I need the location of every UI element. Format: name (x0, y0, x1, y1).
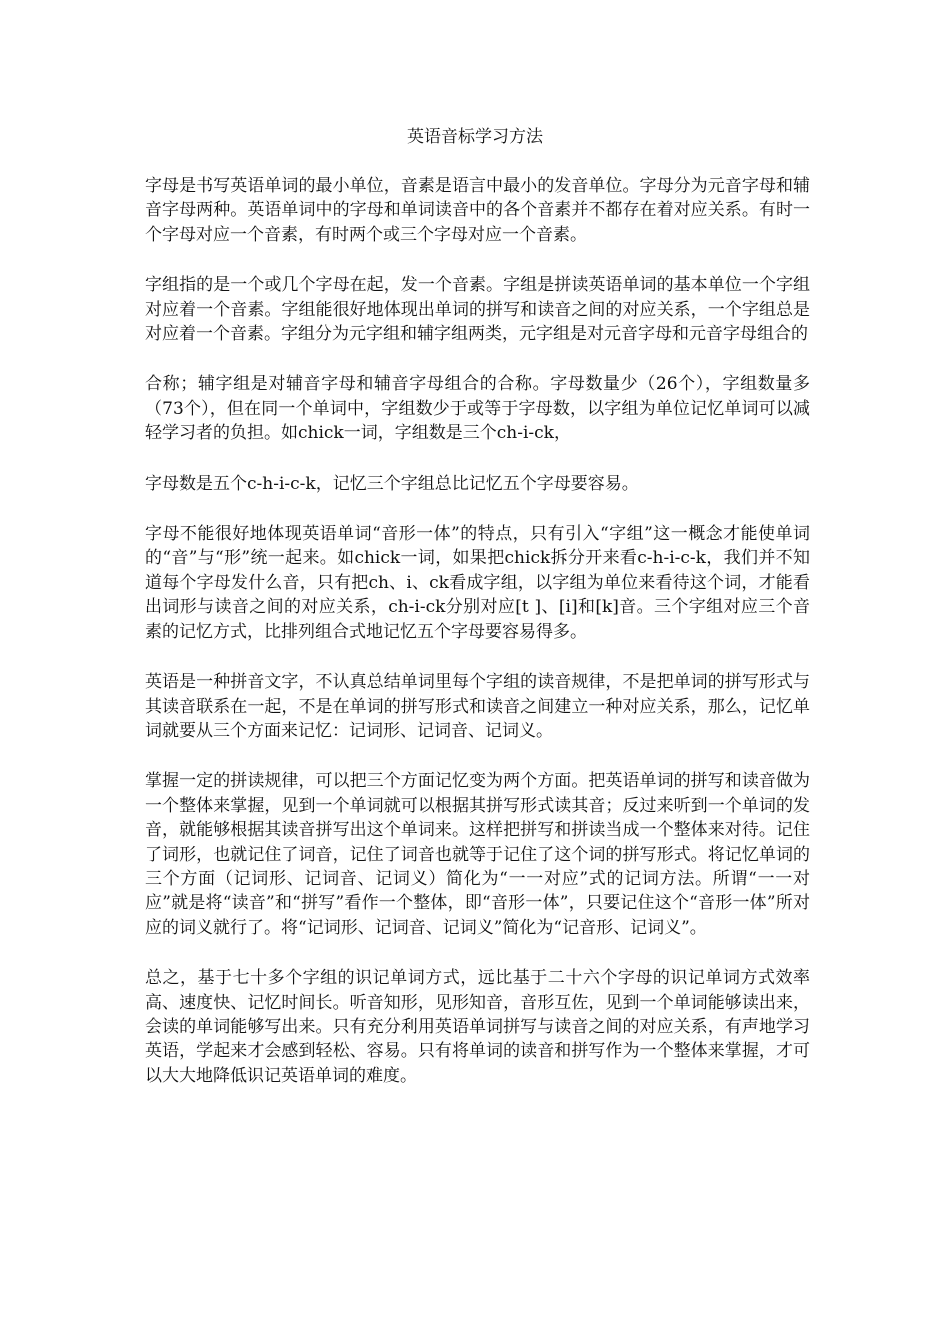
document-title: 英语音标学习方法 (407, 127, 543, 147)
document-body (145, 174, 810, 1114)
paragraph-7: 掌握一定的拼读规律，可以把三个方面记忆变为两个方面。把英语单词的拼写和读音做为一个整体来掌握，见到一个单词就可以根据其拼写形式读其音；反过来听到一个单词的发音，就能够根据其读音拼写出这个单词来。这样把拼写和拼读当成一个整体来对待。记住了词形，也就记住了词音，记住了词音也就等于记住了这个词的拼写形式。将记忆单词的三个方面（记词形、记词音、记词义）简化为“一一对应”式的记词方法。所谓“一一对应”就是将“读音”和“拼写”看作一个整体，即“音形一体”，只要记住这个“音形一体”所对应的词义就行了。将“记词形、记词音、记词义”简化为“记音形、记词义”。 (145, 771, 810, 938)
paragraph-3: 合称；辅字组是对辅音字母和辅音字母组合的合称。字母数量少（26个），字组数量多（73个），但在同一个单词中，字组数少于或等于字母数，以字组为单位记忆单词可以减轻学习者的负担。如chick一词，字组数是三个ch-i-ck， (145, 374, 810, 444)
paragraph-8: 总之，基于七十多个字组的识记单词方式，远比基于二十六个字母的识记单词方式效率高、速度快、记忆时间长。听音知形，见形知音，音形互佐，见到一个单词能够读出来，会读的单词能够写出来。只有充分利用英语单词拼写与读音之间的对应关系，有声地学习英语，学起来才会感到轻松、容易。只有将单词的读音和拼写作为一个整体来掌握，才可以大大地降低识记英语单词的难度。 (145, 968, 810, 1086)
paragraph-1: 字母是书写英语单词的最小单位，音素是语言中最小的发音单位。字母分为元音字母和辅音字母两种。英语单词中的字母和单词读音中的各个音素并不都存在着对应关系。有时一个字母对应一个音素，有时两个或三个字母对应一个音素。 (145, 176, 810, 245)
paragraph-4: 字母数是五个c-h-i-c-k，记忆三个字组总比记忆五个字母要容易。 (145, 473, 639, 494)
paragraph-5: 字母不能很好地体现英语单词“音形一体”的特点，只有引入“字组”这一概念才能使单词的“音”与“形”统一起来。如chick一词，如果把chick拆分开来看c-h-i-c-k，我们并不知道每个字母发什么音，只有把ch、i、ck看成字组，以字组为单位来看待这个词，才能看出词形与读音之间的对应关系，ch-i-ck分别对应[t ]、[i]和[k]音。三个字组对应三个音素的记忆方式，比排列组合式地记忆五个字母要容易得多。 (145, 524, 810, 642)
paragraph-2: 字组指的是一个或几个字母在起，发一个音素。字组是拼读英语单词的基本单位一个字组对应着一个音素。字组能很好地体现出单词的拼写和读音之间的对应关系，一个字组总是对应着一个音素。字组分为元字组和辅字组两类，元字组是对元音字母和元音字母组合的 (145, 275, 810, 345)
paragraph-6: 英语是一种拼音文字，不认真总结单词里每个字组的读音规律，不是把单词的拼写形式与其读音联系在一起，不是在单词的拼写形式和读音之间建立一种对应关系，那么，记忆单词就要从三个方面来记忆：记词形、记词音、记词义。 (145, 672, 810, 741)
